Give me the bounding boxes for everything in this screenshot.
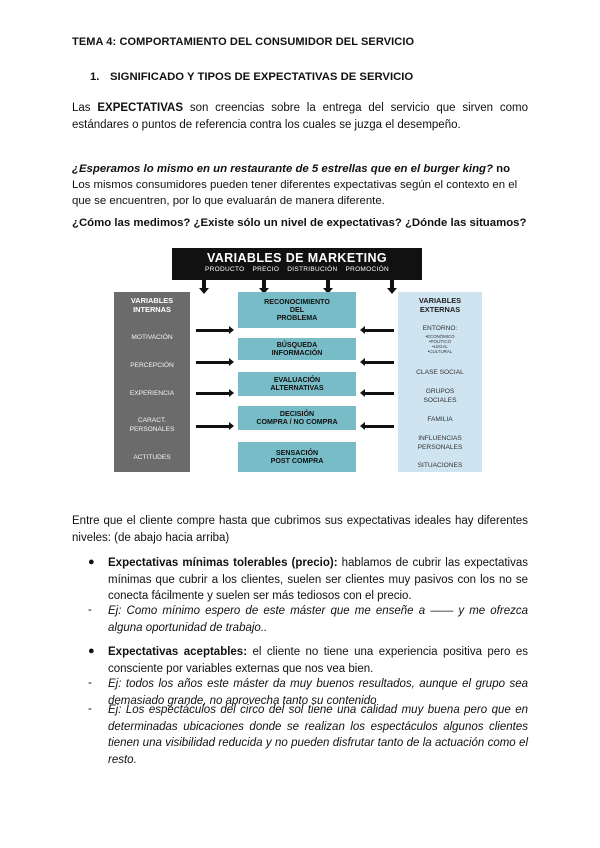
question-restaurant [72,161,532,209]
internal-variables-title [114,296,190,314]
stage-line: BÚSQUEDA [276,341,318,349]
title-line: VARIABLES [418,296,462,305]
section-heading [90,71,413,83]
stage-line: DECISIÓN [279,410,315,418]
intro-paragraph [72,100,528,134]
down-arrow [202,280,206,289]
stage-line: SENSACIÓN [275,449,319,457]
external-variable: CLASE SOCIAL [416,369,464,376]
entorno-sub: •CULTURAL [427,349,453,354]
example-minimum: Ej: Como mínimo espero de este máster que me enseñe a —— y me ofrezca alguna oportunidad de trabajo.. [108,605,528,634]
internal-variables-column [114,292,190,472]
left-arrow [364,361,394,364]
bullet-text: el cliente no tiene una experiencia positiva pero es consciente por variables externas que nos vea bien. [108,646,528,675]
stage-line: INFORMACIÓN [271,349,323,357]
left-arrow [364,392,394,395]
stage-line: ALTERNATIVAS [270,384,324,392]
right-arrow [196,392,230,395]
left-arrow [364,329,394,332]
down-arrow [262,280,266,289]
question-text: ¿Esperamos lo mismo en un restaurante de 5 estrellas que en el burger king? [72,163,493,175]
right-arrow [196,425,230,428]
mix-item: PRECIO [252,266,280,273]
external-variable: ENTORNO: [422,325,458,332]
dash-marker: - [88,604,92,616]
entorno-sub: •ECONÓMICO [425,334,455,339]
bullet-term: Expectativas mínimas tolerables (precio): [108,557,338,569]
down-arrow [390,280,394,289]
intro-lead: Las [72,102,98,114]
internal-variable: CARACT. [137,417,167,424]
right-arrow [196,361,230,364]
question-line [72,161,532,177]
bullet-acceptable [108,644,528,677]
stage-line: POST COMPRA [270,457,324,465]
marketing-variables-bar [172,248,422,280]
stage-line: COMPRA / NO COMPRA [256,418,338,426]
question-answer: no [492,163,511,175]
stage-line: EVALUACIÓN [273,376,321,384]
bullet-text: hablamos de cubrir las expectativas mínimas que cubrir a los clientes, suelen ser clientes muy pasivos con los no se conecta fácilmente y suelen ser más tediosos con el precio. [108,557,529,602]
bullet-marker: ● [88,645,95,657]
external-variable: SITUACIONES [417,462,463,469]
external-variable: PERSONALES [417,444,463,451]
questions-measure: ¿Cómo las medimos? ¿Existe sólo un nivel de expectativas? ¿Dónde las situamos? [72,217,527,229]
mix-item: PRODUCTO [205,266,245,273]
marketing-variables-title: VARIABLES DE MARKETING [206,251,388,265]
internal-variable: PERSONALES [129,426,175,433]
title-line: INTERNAS [133,305,171,314]
section-number: 1. [90,71,100,83]
stage-line: RECONOCIMIENTO [264,298,330,306]
title-line: EXTERNAS [419,305,461,314]
down-arrow [326,280,330,289]
levels-intro: Entre que el cliente compre hasta que cubrimos sus expectativas ideales hay diferentes niveles: (de abajo hacia arriba) [72,515,528,544]
intro-term: EXPECTATIVAS [97,102,183,114]
question-body: Los mismos consumidores pueden tener diferentes expectativas según el contexto en el que se encuentren, por lo que evaluarán de manera diferente. [72,179,518,207]
stage-recognition [238,292,356,328]
section-label: SIGNIFICADO Y TIPOS DE EXPECTATIVAS DE SERVICIO [110,71,414,83]
example-circus: Ej: Los espectáculos del circo del sol tiene una calidad muy buena pero que en determinadas ubicaciones donde se realizan los espectáculos algunos clientes tienen una visibilidad reducida y no pueden disfrutar tanto de la actuación como el resto. [108,704,528,766]
stage-decision [238,406,356,430]
dash-marker: - [88,677,92,689]
right-arrow [196,329,230,332]
example-master: Ej: todos los años este máster da muy buenos resultados, aunque el grupo sea demasiado grande, no aprovecha tanto su contenido [108,678,528,707]
marketing-variables-diagram [114,246,484,474]
intro-rest: son creencias sobre la entrega del servicio que sirven como estándares o puntos de referencia contra los cuales se juzga el desempeño. [72,102,528,131]
stage-evaluation [238,372,356,396]
dash-marker: - [88,703,92,715]
bullet-marker: ● [88,556,95,568]
internal-variable: MOTIVACIÓN [131,334,173,341]
external-variables-title [398,296,482,314]
stage-post-purchase [238,442,356,472]
stage-search [238,338,356,360]
external-variable: SOCIALES [423,397,457,404]
external-variable: GRUPOS [425,388,455,395]
entorno-sub: •POLÍTICO [428,339,452,344]
stage-line: DEL [289,306,305,314]
stage-line: PROBLEMA [276,314,318,322]
entorno-sub: •LEGAL [432,344,448,349]
bullet-minimum-tolerable [108,555,528,605]
external-variables-column [398,292,482,472]
internal-variable: ACTITUDES [133,454,171,461]
marketing-mix-items [172,266,422,273]
external-variable: INFLUENCIAS [418,435,462,442]
mix-item: PROMOCIÓN [345,266,389,273]
mix-item: DISTRIBUCIÓN [287,266,338,273]
bullet-term: Expectativas aceptables: [108,646,248,658]
left-arrow [364,425,394,428]
page-title: TEMA 4: COMPORTAMIENTO DEL CONSUMIDOR DEL SERVICIO [72,36,415,48]
title-line: VARIABLES [130,296,174,305]
internal-variable: EXPERIENCIA [129,390,175,397]
internal-variable: PERCEPCIÓN [130,362,174,369]
external-variable: FAMILIA [427,416,453,423]
